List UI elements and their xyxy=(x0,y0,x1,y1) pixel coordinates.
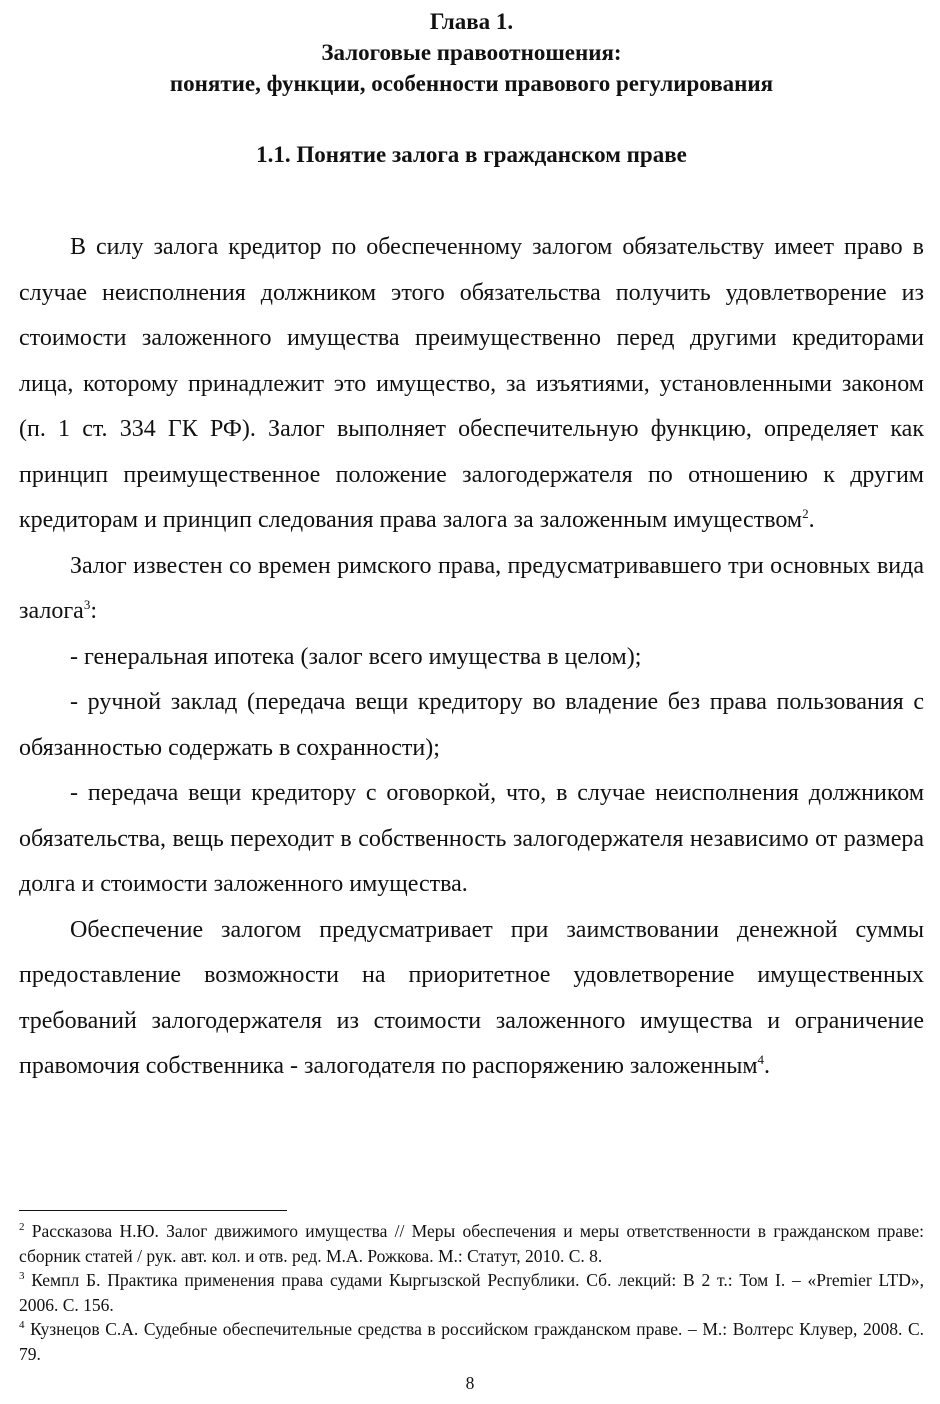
footnote: $^4$ Кузнецов С.А. Судебные обеспечительные средства в российском гражданском праве. – М.: Волтерс Клувер, 2008. С. 79. xyxy=(19,1319,924,1364)
footnote: $^2$ Рассказова Н.Ю. Залог движимого имущества // Меры обеспечения и меры ответственности в гражданском праве: сборник статей / рук. авт. кол. и отв. ред. М.А. Рожкова. М.: Статут, 2010. С. 8. xyxy=(19,1221,924,1266)
paragraph: Обеспечение залогом предусматривает при заимствовании денежной суммы предоставление возможности на приоритетное удовлетворение имущественных требований залогодержателя из стоимости заложенного имущества и ограничение правомочия собственника - залогодателя по распоряжению заложенным$^4$. xyxy=(19,916,924,1079)
paragraph: В силу залога кредитор по обеспеченному залогом обязательству имеет право в случае неисполнения должником этого обязательства получить удовлетворение из стоимости заложенного имущества преимущественно перед другими кредиторами лица, которому принадлежит это имущество, за изъятиями, установленными законом (п. 1 ст. 334 ГК РФ). Залог выполняет обеспечительную функцию, определяет как принцип преимущественное положение залогодержателя по отношению к другим кредиторам и принцип следования права залога за заложенным имуществом$^2$. xyxy=(19,234,924,533)
list-item: - передача вещи кредитору с оговоркой, что, в случае неисполнения должником обязательства, вещь переходит в собственность залогодержателя независимо от размера долга и стоимости заложенного имущества. xyxy=(19,780,924,897)
footnote: $^3$ Кемпл Б. Практика применения права судами Кыргызской Республики. Сб. лекций: В 2 т.: Том I. – «Premier LTD», 2006. С. 156. xyxy=(19,1270,924,1315)
chapter-title-line-1: Залоговые правоотношения: xyxy=(321,40,622,65)
chapter-title-line-2: понятие, функции, особенности правового регулирования xyxy=(169,71,774,96)
body-text xyxy=(19,225,924,1090)
chapter-number: Глава 1. xyxy=(429,9,514,34)
footnote-ref: 3 xyxy=(83,597,91,612)
list-item: - генеральная ипотека (залог всего имущества в целом); xyxy=(70,643,642,670)
footnote-ref: 4 xyxy=(757,1052,765,1067)
footnote-divider xyxy=(19,1210,287,1211)
page-number: 8 xyxy=(465,1373,475,1393)
chapter-heading xyxy=(19,0,924,99)
list-item: - ручной заклад (передача вещи кредитору во владение без права пользования с обязанностью содержать в сохранности); xyxy=(19,689,924,761)
paragraph: Залог известен со времен римского права, предусматривавшего три основных вида залога$^3$: xyxy=(19,552,924,624)
footnote-ref: 2 xyxy=(802,506,809,521)
footnotes xyxy=(19,1210,924,1366)
section-heading: 1.1. Понятие залога в гражданском праве xyxy=(256,142,687,167)
